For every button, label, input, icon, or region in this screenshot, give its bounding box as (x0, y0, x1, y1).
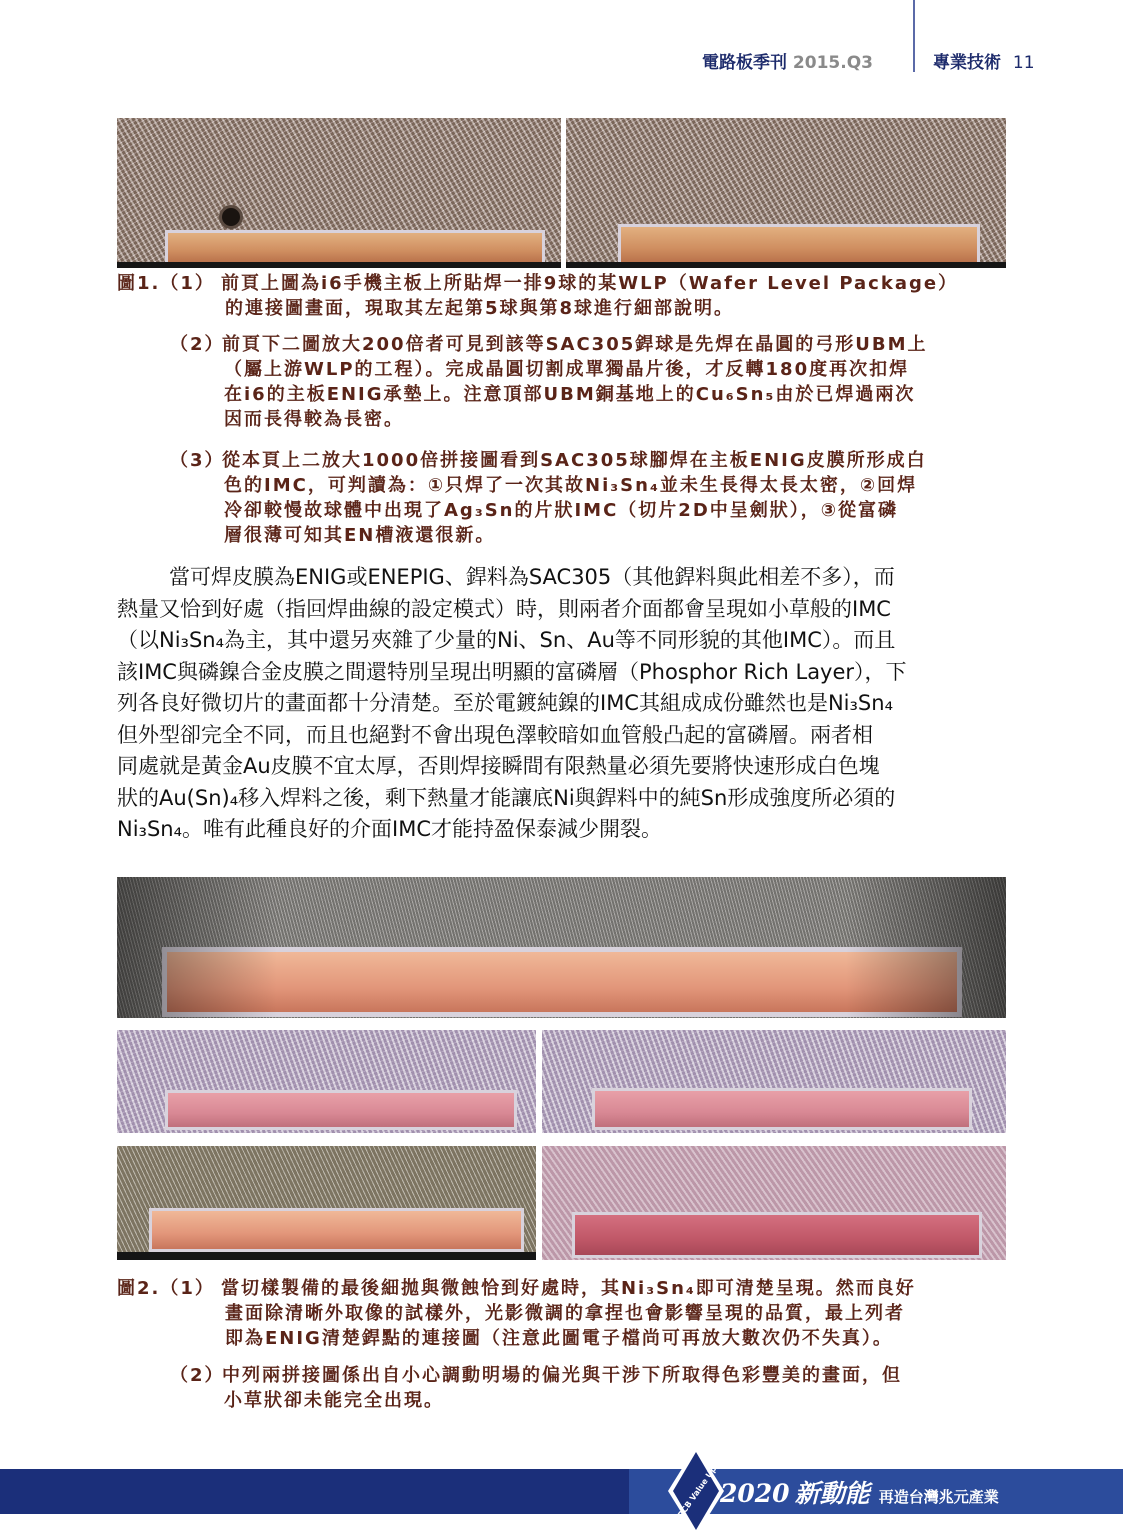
figure1-photo-left (117, 118, 561, 268)
section-title: 專業技術 11 (933, 53, 1035, 73)
footer-slogan (720, 1474, 999, 1510)
footer-year: 2020 (720, 1479, 790, 1508)
footer-subtitle: 再造台灣兆元產業 (878, 1488, 999, 1506)
figure1-caption-2: （2） 前頁下二圖放大200倍者可見到該等SAC305銲球是先焊在晶圓的弓形UBM上 （屬上游WLP的工程）。完成晶圓切割成單獨晶片後，才反轉180度再次扣焊 在i6的主板ENIG承墊上。注意頂部UBM銅基地上的Cu₆Sn₅由於已焊過兩次 因而長得較為長密。 (170, 334, 928, 430)
pcb-value-up-badge (668, 1446, 724, 1536)
pad-layer (165, 230, 545, 266)
void-spot (219, 205, 243, 229)
page-number: 11 (1012, 53, 1035, 73)
footer-title: 新動能 (794, 1479, 870, 1508)
pad-layer (618, 224, 980, 266)
figure2-caption-2: （2） 中列兩拼接圖係出自小心調動明場的偏光與干涉下所取得色彩豐美的畫面，但 小草狀卻未能完全出現。 (170, 1365, 902, 1411)
figure2-photo-bottom-right (542, 1146, 1006, 1260)
figure2-photo-top (117, 877, 1006, 1018)
body-paragraph: 當可焊皮膜為ENIG或ENEPIG、銲料為SAC305（其他銲料與此相差不多），而 熱量又恰到好處（指回焊曲線的設定模式）時，則兩者介面都會呈現如小草般的IMC （以Ni₃Sn₄為主，其中還另夾雜了少量的Ni、Sn、Au等不同形貌的其他IMC）。而且 該IMC與磷鎳合金皮膜之間還特別呈現出明顯的富磷層（Phosphor Rich Layer），下 列各良好微切片的畫面都十分清楚。至於電鍍純鎳的IMC其組成成份雖然也是Ni₃Sn₄ 但外型卻完全不同，而且也絕對不會出現色澤較暗如血管般凸起的富磷層。兩者相 同處就是黃金Au皮膜不宜太厚，否則焊接瞬間有限熱量必須先要將快速形成白色塊 狀的Au(Sn)₄移入焊料之後，剩下熱量才能讓底Ni與銲料中的純Sn形成強度所必須的 Ni₃Sn₄。唯有此種良好的介面IMC才能持盈保泰減少開裂。 (117, 565, 907, 841)
figure2-photo-middle-left (117, 1030, 536, 1133)
figure1-photo-right (566, 118, 1006, 268)
magazine-title: 電路板季刊 2015.Q3 (702, 53, 873, 73)
figure2-photo-bottom-left (117, 1146, 536, 1260)
issue-label: 2015.Q3 (792, 53, 873, 73)
pad-layer (592, 1088, 972, 1130)
figure1-caption-1: 圖1.（1） 前頁上圖為i6手機主板上所貼焊一排9球的某WLP（Wafer Level Package） 的連接圖畫面，現取其左起第5球與第8球進行細部說明。 (117, 273, 959, 319)
page-header (640, 48, 1060, 74)
pad-layer (572, 1212, 982, 1258)
figure2-photo-middle-right (542, 1030, 1006, 1133)
pad-layer (165, 1090, 517, 1130)
figure1-caption-3: （3） 從本頁上二放大1000倍拼接圖看到SAC305球腳焊在主板ENIG皮膜所形成白 色的IMC，可判讀為：①只焊了一次其故Ni₃Sn₄並未生長得太長太密，②回焊 冷卻較慢故球體中出現了Ag₃Sn的片狀IMC（切片2D中呈劍狀），③從富磷 層很薄可知其EN槽液還很新。 (170, 450, 927, 546)
figure2-caption-1: 圖2.（1） 當切樣製備的最後細拋與微蝕恰到好處時，其Ni₃Sn₄即可清楚呈現。然而良好 畫面除清晰外取像的試樣外，光影微調的拿捏也會影響呈現的品質，最上列者 即為ENIG清楚銲點的連接圖（注意此圖電子檔尚可再放大數次仍不失真）。 (117, 1278, 916, 1349)
badge-text: PCB Value Up (676, 1464, 719, 1520)
pad-layer (149, 1208, 524, 1252)
